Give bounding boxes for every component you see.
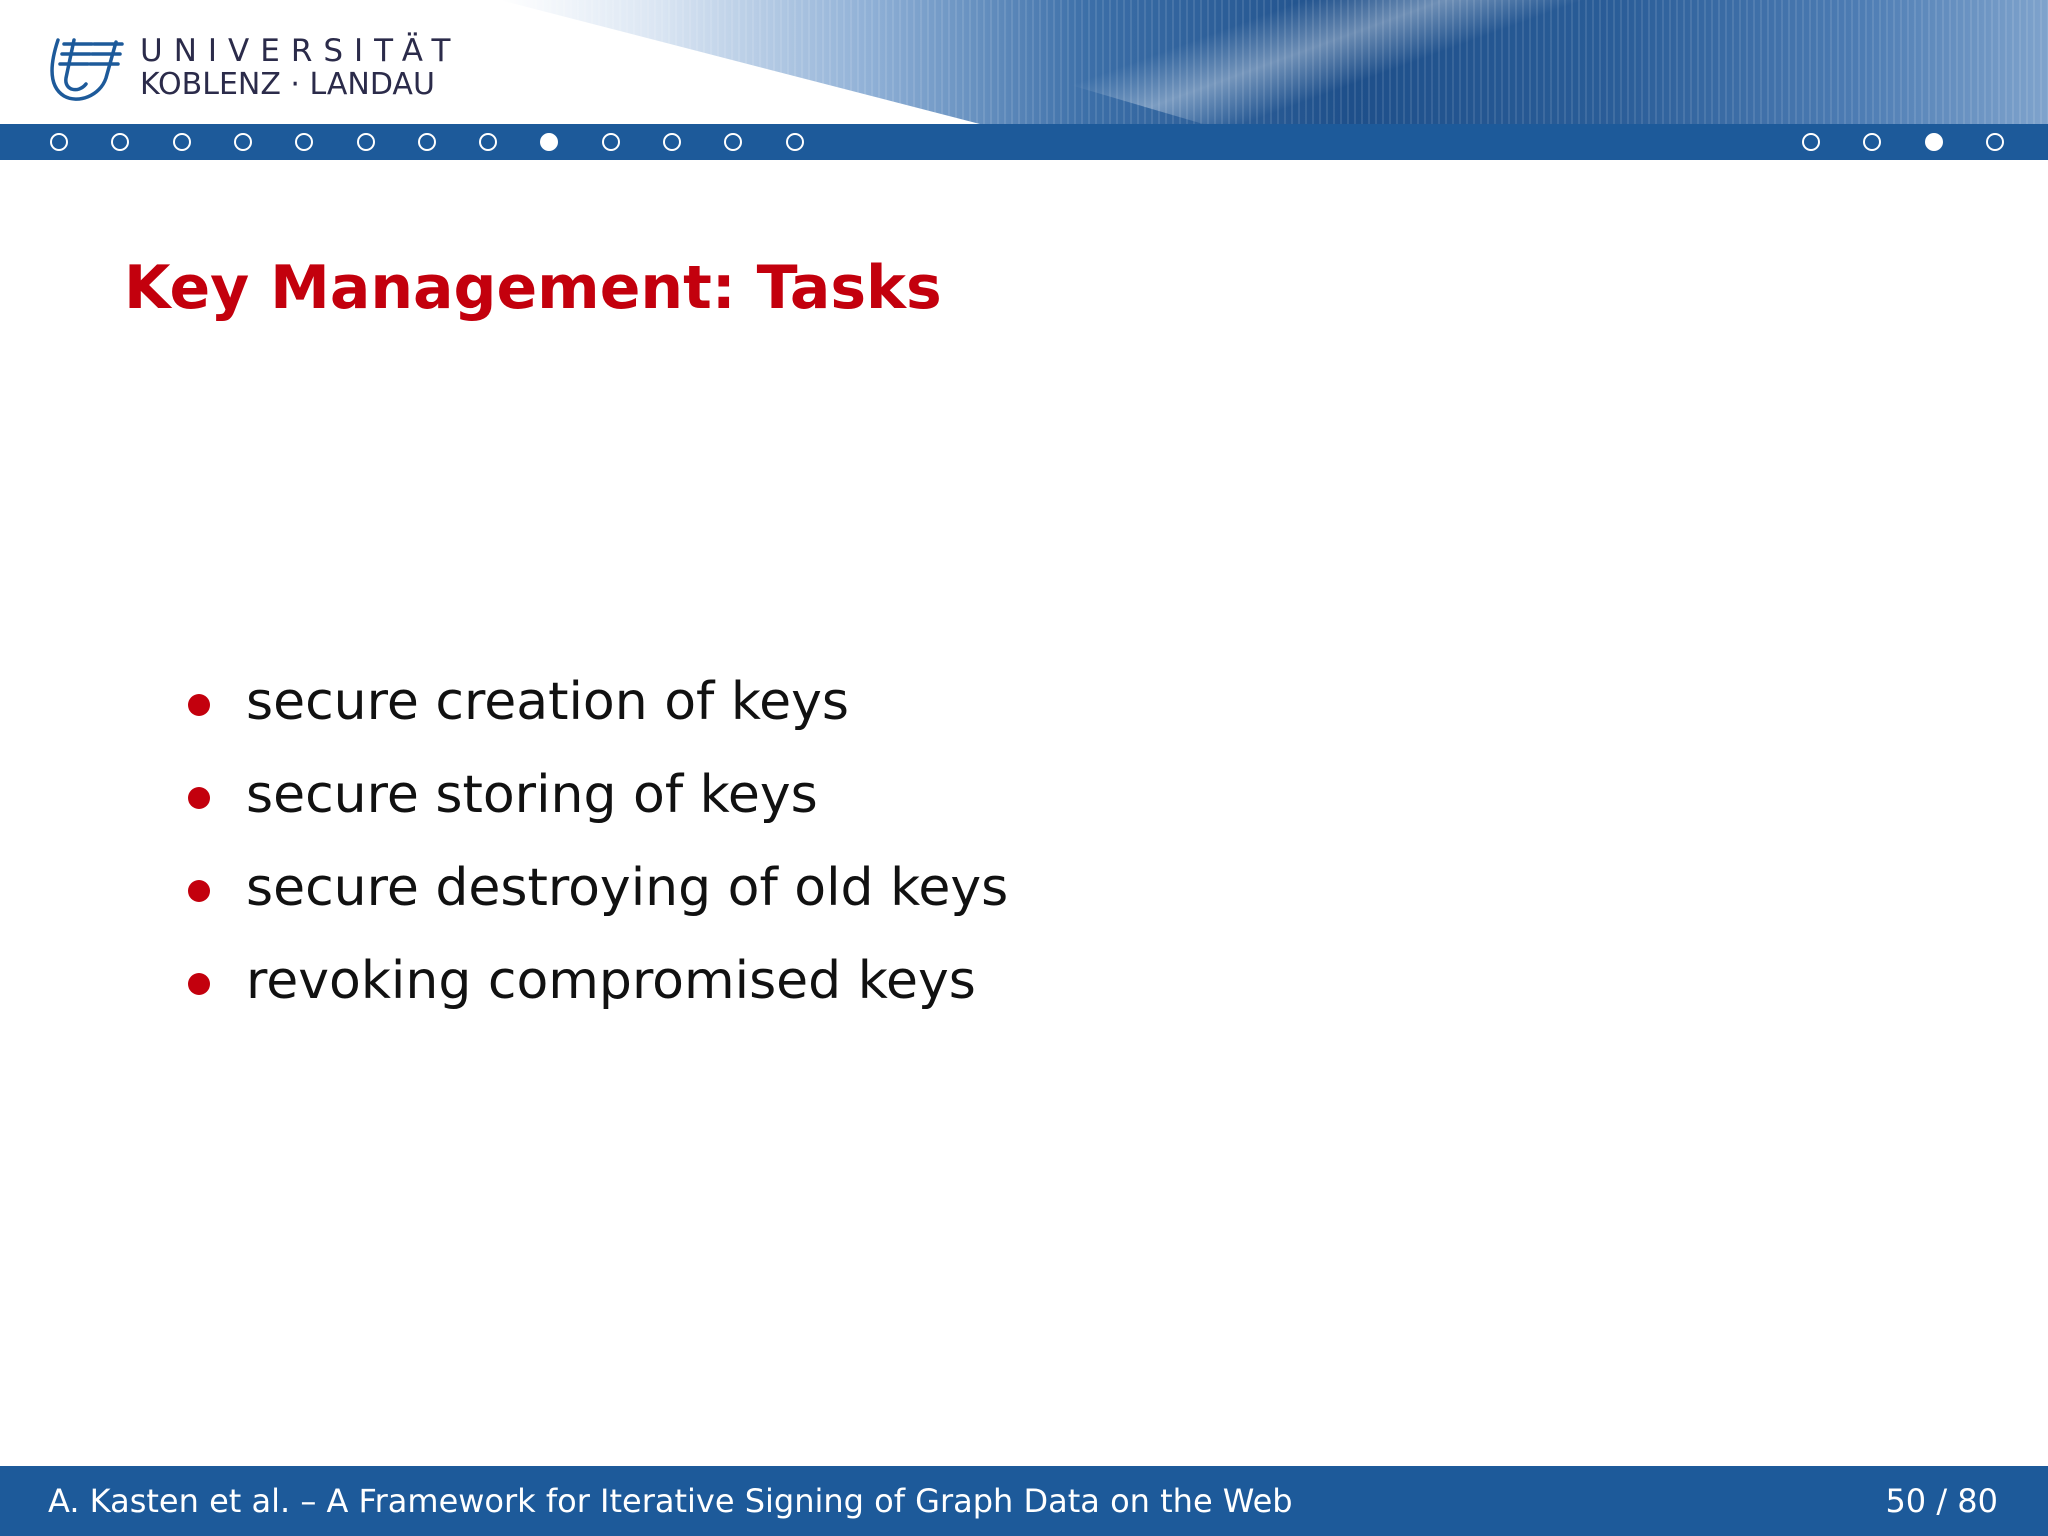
nav-section-2-dot-4[interactable] — [1986, 133, 2004, 151]
page-number: 50 / 80 — [1885, 1482, 1998, 1520]
nav-section-1-dot-12[interactable] — [724, 133, 742, 151]
bullet-text-3: secure destroying of old keys — [246, 858, 1009, 918]
bullet-point-icon — [188, 694, 210, 716]
slide-header — [0, 0, 2048, 124]
bullet-item-4 — [180, 935, 1008, 1028]
nav-section-1-dot-1[interactable] — [50, 133, 68, 151]
nav-section-1-dot-3[interactable] — [173, 133, 191, 151]
slide-title: Key Management: Tasks — [124, 253, 942, 323]
bullet-point-icon — [188, 787, 210, 809]
bullet-item-1 — [180, 656, 1008, 749]
nav-section-1-dot-2[interactable] — [111, 133, 129, 151]
nav-section-1-dot-11[interactable] — [663, 133, 681, 151]
university-logo — [44, 33, 462, 104]
footer-citation: A. Kasten et al. – A Framework for Iterative Signing of Graph Data on the Web — [48, 1482, 1293, 1520]
nav-section-2-dot-1[interactable] — [1802, 133, 1820, 151]
navigation-bar — [0, 124, 2048, 160]
nav-section-1-dot-7[interactable] — [418, 133, 436, 151]
nav-section-1-dot-10[interactable] — [602, 133, 620, 151]
bullet-text-4: revoking compromised keys — [246, 951, 976, 1011]
bullet-item-3 — [180, 842, 1008, 935]
nav-section-2-dot-3[interactable] — [1925, 133, 1943, 151]
university-name-line-1: UNIVERSITÄT — [140, 33, 462, 69]
slide-footer — [0, 1466, 2048, 1536]
nav-section-1-dot-8[interactable] — [479, 133, 497, 151]
university-emblem-icon — [44, 34, 124, 104]
nav-section-1-dot-6[interactable] — [357, 133, 375, 151]
nav-section-1-dot-4[interactable] — [234, 133, 252, 151]
bullet-text-2: secure storing of keys — [246, 765, 818, 825]
bullet-point-icon — [188, 880, 210, 902]
nav-section-1-dot-5[interactable] — [295, 133, 313, 151]
bullet-text-1: secure creation of keys — [246, 672, 849, 732]
university-name-line-2: KOBLENZ · LANDAU — [140, 67, 435, 102]
bullet-list — [180, 656, 1008, 1028]
nav-section-1-dot-13[interactable] — [786, 133, 804, 151]
bullet-point-icon — [188, 973, 210, 995]
bullet-item-2 — [180, 749, 1008, 842]
nav-section-2-dot-2[interactable] — [1863, 133, 1881, 151]
nav-section-1-dot-9[interactable] — [540, 133, 558, 151]
